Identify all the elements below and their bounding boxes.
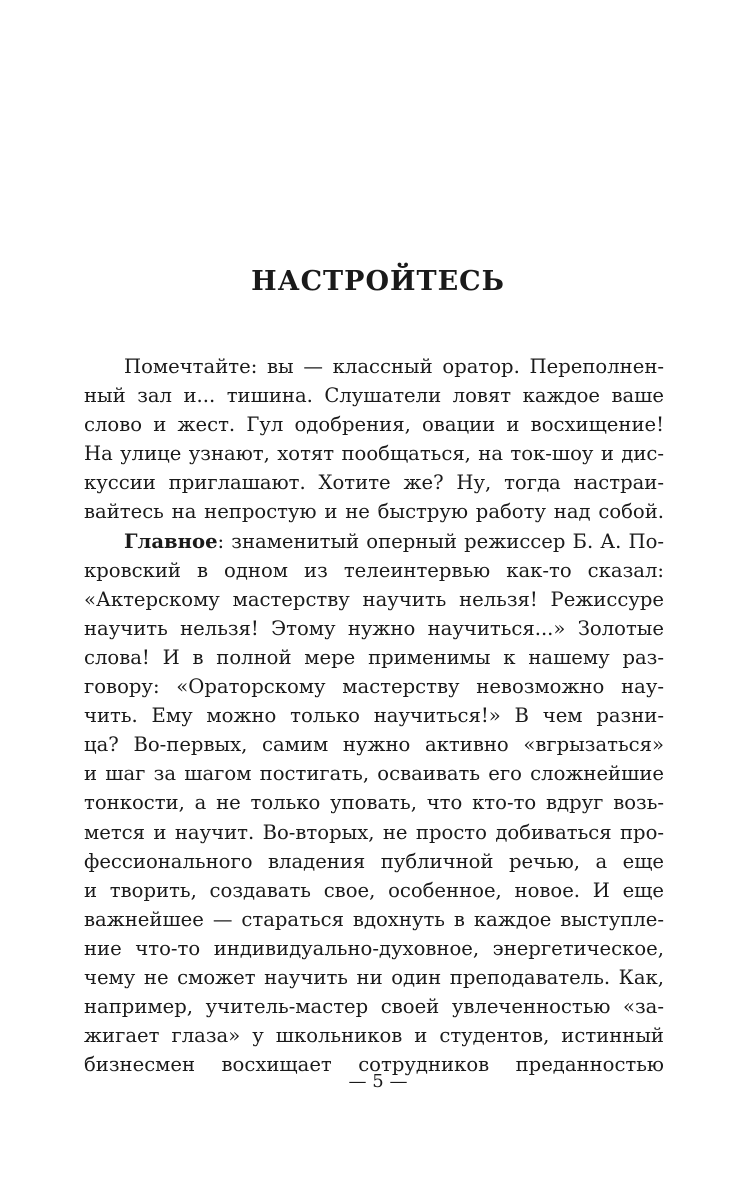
text-line: говору: «Ораторскому мастерству невозможно нау- [84, 675, 664, 699]
text-line: и творить, создавать свое, особенное, новое. И еще [84, 878, 664, 902]
text-line: фессионального владения публичной речью, а еще [84, 849, 664, 873]
chapter-title: НАСТРОЙТЕСЬ [251, 266, 505, 297]
text-line: мется и научит. Во-вторых, не просто добиваться про- [84, 820, 664, 844]
text-line: На улице узнают, хотят пообщаться, на ток-шоу и дис- [84, 442, 664, 466]
paragraph-2 [84, 527, 664, 1080]
page-number: — 5 — [348, 1071, 408, 1092]
text-line: слово и жест. Гул одобрения, овации и восхищение! [84, 413, 664, 437]
text-line: слова! И в полной мере применимы к нашему раз- [84, 645, 664, 669]
bold-lead-word: Главное [124, 529, 218, 553]
text-line [84, 527, 664, 556]
text-line: «Актерскому мастерству научить нельзя! Режиссуре [84, 587, 664, 611]
text-line: куссии приглашают. Хотите же? Ну, тогда настраи- [84, 471, 664, 495]
text-line-rest: : знаменитый оперный режиссер Б. А. По- [217, 529, 664, 553]
body-text [84, 352, 664, 1079]
text-line: ца? Во-первых, самим нужно активно «вгрызаться» [84, 733, 664, 757]
text-line: бизнесмен восхищает сотрудников преданностью [84, 1053, 664, 1077]
text-line: тонкости, а не только уповать, что кто-то вдруг возь- [84, 791, 664, 815]
text-line: жигает глаза» у школьников и студентов, истинный [84, 1024, 664, 1048]
text-line: чить. Ему можно только научиться!» В чем разни- [84, 704, 664, 728]
text-line: чему не сможет научить ни один преподаватель. Как, [84, 965, 664, 989]
text-line: и шаг за шагом постигать, осваивать его сложнейшие [84, 762, 664, 786]
text-line: ный зал и... тишина. Слушатели ловят каждое ваше [84, 384, 664, 408]
text-line: Помечтайте: вы — классный оратор. Переполнен- [124, 355, 664, 378]
paragraph-1 [84, 352, 664, 527]
text-line: например, учитель-мастер своей увлеченностью «за- [84, 995, 664, 1019]
text-line: кровский в одном из телеинтервью как-то сказал: [84, 558, 664, 582]
text-line: вайтесь на непростую и не быструю работу над собой. [84, 500, 664, 524]
text-line: ние что-то индивидуально-духовное, энергетическое, [84, 936, 664, 960]
text-line: научить нельзя! Этому нужно научиться...» Золотые [84, 616, 664, 640]
text-line: важнейшее — стараться вдохнуть в каждое выступле- [84, 907, 664, 931]
